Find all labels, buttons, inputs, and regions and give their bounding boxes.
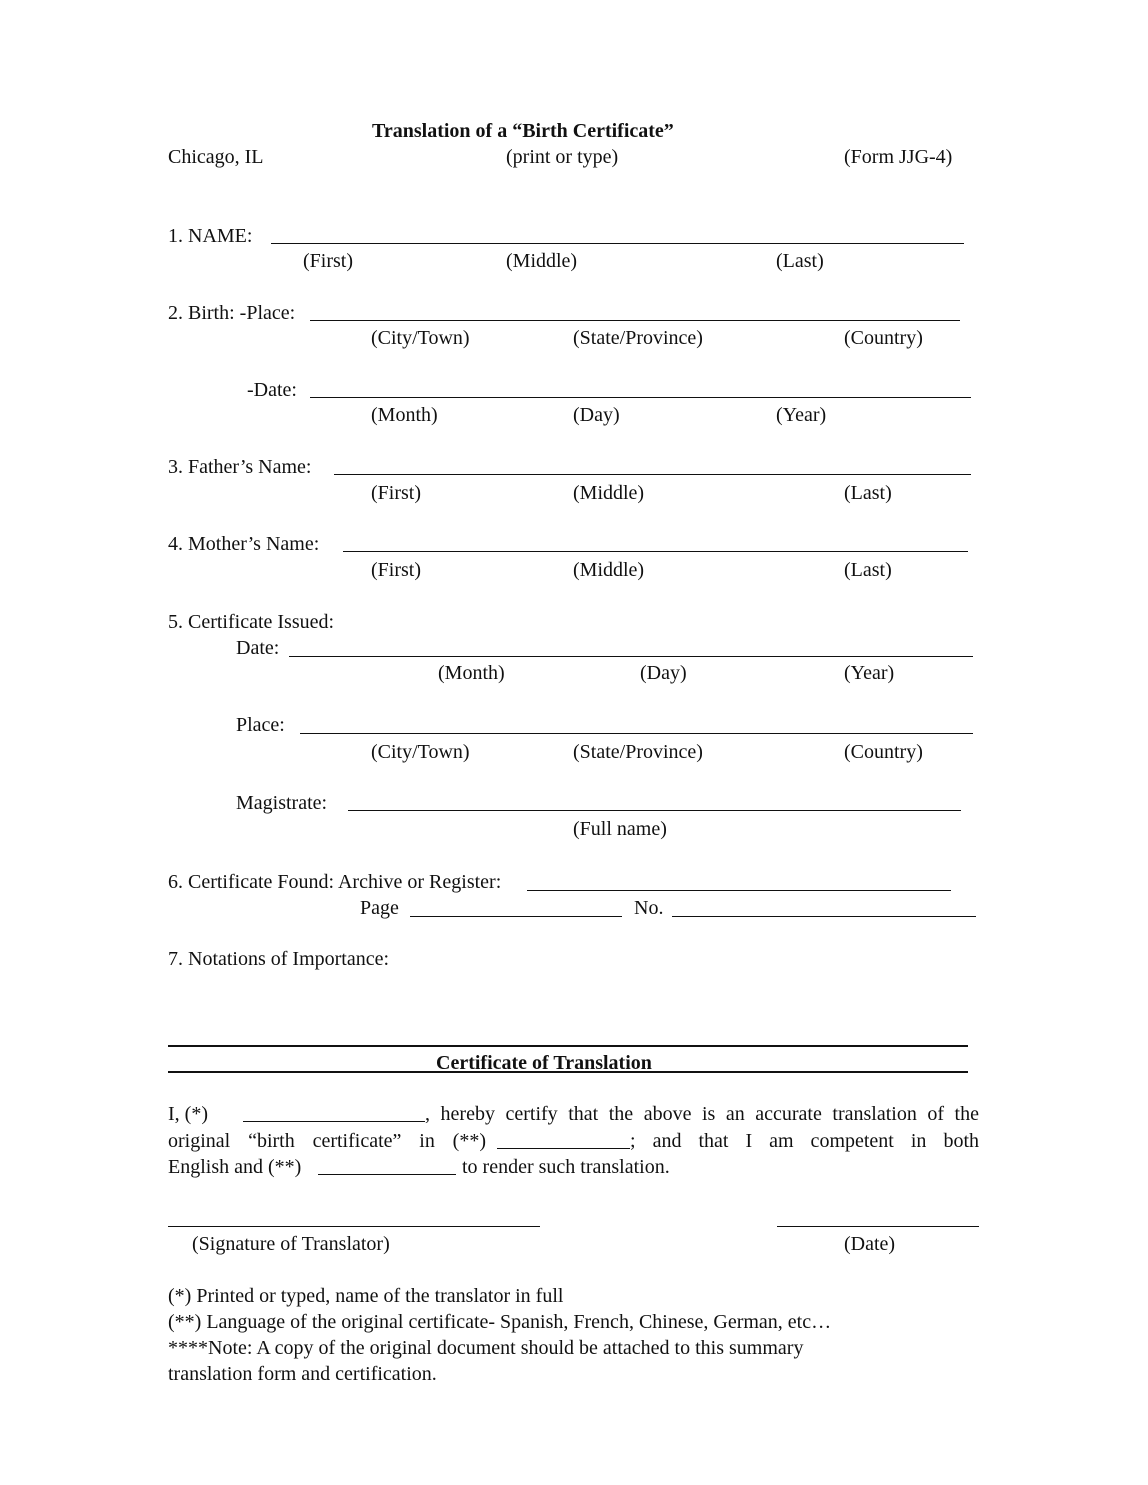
signature-line[interactable]	[168, 1226, 540, 1227]
section-divider-bottom	[168, 1071, 968, 1073]
date-caption: (Date)	[844, 1233, 896, 1255]
mother-first-caption: (First)	[371, 559, 421, 581]
number-label: No.	[634, 897, 664, 919]
cert-line3-suffix: to render such translation.	[462, 1156, 670, 1178]
footnote-translator: (*) Printed or typed, name of the translator in full	[168, 1285, 564, 1307]
archive-register-line[interactable]	[527, 890, 951, 891]
cert-line2-suffix: ; and that I am competent in both	[630, 1130, 979, 1152]
issued-place-label: Place:	[236, 714, 285, 736]
birth-place-label: 2. Birth: -Place:	[168, 302, 296, 324]
father-middle-caption: (Middle)	[573, 482, 645, 504]
issued-country-caption: (Country)	[844, 741, 923, 763]
issued-date-line[interactable]	[289, 656, 973, 657]
mother-last-caption: (Last)	[844, 559, 892, 581]
document-title: Translation of a “Birth Certificate”	[372, 120, 674, 142]
cert-line3-prefix: English and (**)	[168, 1156, 302, 1178]
cert-line2-prefix: original “birth certificate” in (**)	[168, 1130, 486, 1152]
birth-country-caption: (Country)	[844, 327, 923, 349]
mother-name-label: 4. Mother’s Name:	[168, 533, 320, 555]
footnote-note: ****Note: A copy of the original document should be attached to this summary	[168, 1337, 804, 1359]
number-line[interactable]	[672, 916, 976, 917]
issued-day-caption: (Day)	[640, 662, 687, 684]
name-first-caption: (First)	[303, 250, 353, 272]
original-language-line[interactable]	[497, 1148, 630, 1149]
birth-date-label: -Date:	[247, 379, 297, 401]
signature-caption: (Signature of Translator)	[192, 1233, 390, 1255]
location-text: Chicago, IL	[168, 146, 264, 168]
page-label: Page	[360, 897, 399, 919]
issued-place-line[interactable]	[300, 733, 973, 734]
birth-date-line[interactable]	[310, 397, 971, 398]
father-last-caption: (Last)	[844, 482, 892, 504]
issued-state-caption: (State/Province)	[573, 741, 703, 763]
translator-name-line[interactable]	[243, 1121, 425, 1122]
footnote-language: (**) Language of the original certificate- Spanish, French, Chinese, German, etc…	[168, 1311, 832, 1333]
issued-city-caption: (City/Town)	[371, 741, 470, 763]
birth-place-line[interactable]	[310, 320, 960, 321]
birth-state-caption: (State/Province)	[573, 327, 703, 349]
father-first-caption: (First)	[371, 482, 421, 504]
notations-label: 7. Notations of Importance:	[168, 948, 390, 970]
cert-line1-suffix: , hereby certify that the above is an accurate translation of the	[425, 1103, 979, 1125]
footnote-note-continued: translation form and certification.	[168, 1363, 437, 1385]
magistrate-fullname-caption: (Full name)	[573, 818, 667, 840]
issued-date-label: Date:	[236, 637, 280, 659]
certificate-heading: Certificate of Translation	[436, 1052, 652, 1074]
name-label: 1. NAME:	[168, 225, 253, 247]
magistrate-label: Magistrate:	[236, 792, 328, 814]
mother-middle-caption: (Middle)	[573, 559, 645, 581]
target-language-line[interactable]	[318, 1174, 456, 1175]
section-divider-top	[168, 1045, 968, 1047]
name-last-caption: (Last)	[776, 250, 824, 272]
cert-line1-prefix: I, (*)	[168, 1103, 208, 1125]
mother-name-line[interactable]	[343, 551, 968, 552]
cert-found-label: 6. Certificate Found: Archive or Register:	[168, 871, 502, 893]
birth-month-caption: (Month)	[371, 404, 438, 426]
issued-month-caption: (Month)	[438, 662, 505, 684]
magistrate-line[interactable]	[348, 810, 961, 811]
father-name-line[interactable]	[334, 474, 971, 475]
name-line[interactable]	[271, 243, 964, 244]
date-line[interactable]	[777, 1226, 979, 1227]
print-instruction: (print or type)	[506, 146, 619, 168]
cert-issued-label: 5. Certificate Issued:	[168, 611, 335, 633]
issued-year-caption: (Year)	[844, 662, 895, 684]
name-middle-caption: (Middle)	[506, 250, 578, 272]
birth-year-caption: (Year)	[776, 404, 827, 426]
father-name-label: 3. Father’s Name:	[168, 456, 312, 478]
form-id: (Form JJG-4)	[844, 146, 953, 168]
birth-city-caption: (City/Town)	[371, 327, 470, 349]
birth-day-caption: (Day)	[573, 404, 620, 426]
page-line[interactable]	[410, 916, 622, 917]
